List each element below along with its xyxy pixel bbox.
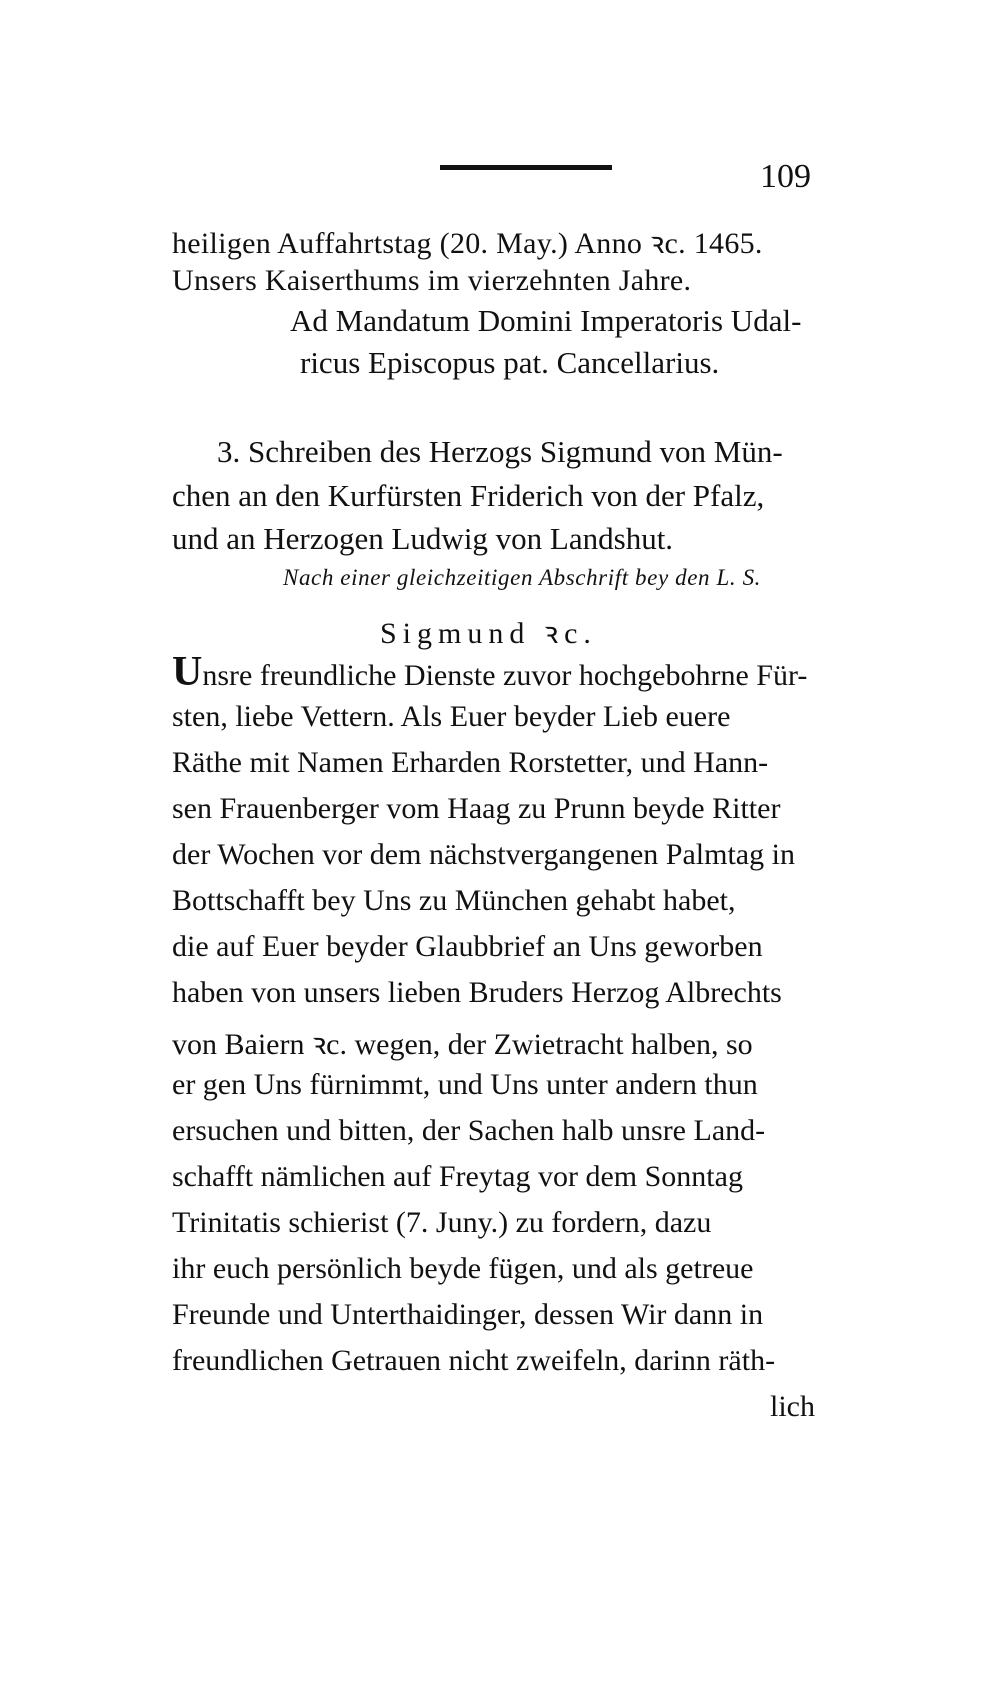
letter-line: freundlichen Getrauen nicht zweifeln, darinn räth-	[172, 1344, 776, 1377]
source-note: Nach einer gleichzeitigen Abschrift bey den L. S.	[283, 565, 762, 590]
document-heading-line: chen an den Kurfürsten Friderich von der Pfalz,	[172, 478, 765, 513]
letter-line: Freunde und Unterthaidinger, dessen Wir dann in	[172, 1298, 764, 1331]
drop-initial: U	[172, 649, 203, 695]
subscription-line: ricus Episcopus pat. Cancellarius.	[300, 345, 720, 380]
continuation-line: Unsers Kaiserthums im vierzehnten Jahre.	[172, 264, 692, 297]
continuation-line: heiligen Auffahrtstag (20. May.) Anno ꝛc. 1465.	[172, 227, 763, 260]
letter-line: sen Frauenberger vom Haag zu Prunn beyde Ritter	[172, 792, 781, 825]
letter-line: Trinitatis schierist (7. Juny.) zu fordern, dazu	[172, 1206, 712, 1239]
letter-line: ihr euch persönlich beyde fügen, und als getreue	[172, 1252, 754, 1285]
salutation: Sigmund ꝛc.	[380, 617, 597, 650]
letter-line: schafft nämlichen auf Freytag vor dem Sonntag	[172, 1160, 743, 1193]
document-heading-line: und an Herzogen Ludwig von Landshut.	[172, 521, 674, 556]
letter-line: Bottschafft bey Uns zu München gehabt habet,	[172, 884, 736, 917]
letter-line: die auf Euer beyder Glaubbrief an Uns geworben	[172, 930, 763, 963]
page-number: 109	[760, 158, 811, 195]
letter-line: er gen Uns fürnimmt, und Uns unter andern thun	[172, 1068, 758, 1101]
letter-line: nsre freundliche Dienste zuvor hochgebohrne Für-	[202, 659, 808, 692]
header-rule	[440, 165, 612, 170]
letter-first-line	[172, 648, 807, 696]
document-heading-line: 3. Schreiben des Herzogs Sigmund von Mün-	[217, 434, 783, 469]
subscription-line: Ad Mandatum Domini Imperatoris Udal-	[290, 303, 802, 338]
letter-line: sten, liebe Vettern. Als Euer beyder Lieb euere	[172, 700, 731, 733]
letter-line: ersuchen und bitten, der Sachen halb unsre Land-	[172, 1114, 766, 1147]
letter-line: von Baiern ꝛc. wegen, der Zwietracht halben, so	[172, 1028, 753, 1061]
letter-line: der Wochen vor dem nächstvergangenen Palmtag in	[172, 838, 795, 871]
catchword: lich	[770, 1390, 815, 1423]
letter-line: haben von unsers lieben Bruders Herzog Albrechts	[172, 976, 782, 1009]
letter-line: Räthe mit Namen Erharden Rorstetter, und Hann-	[172, 746, 769, 779]
